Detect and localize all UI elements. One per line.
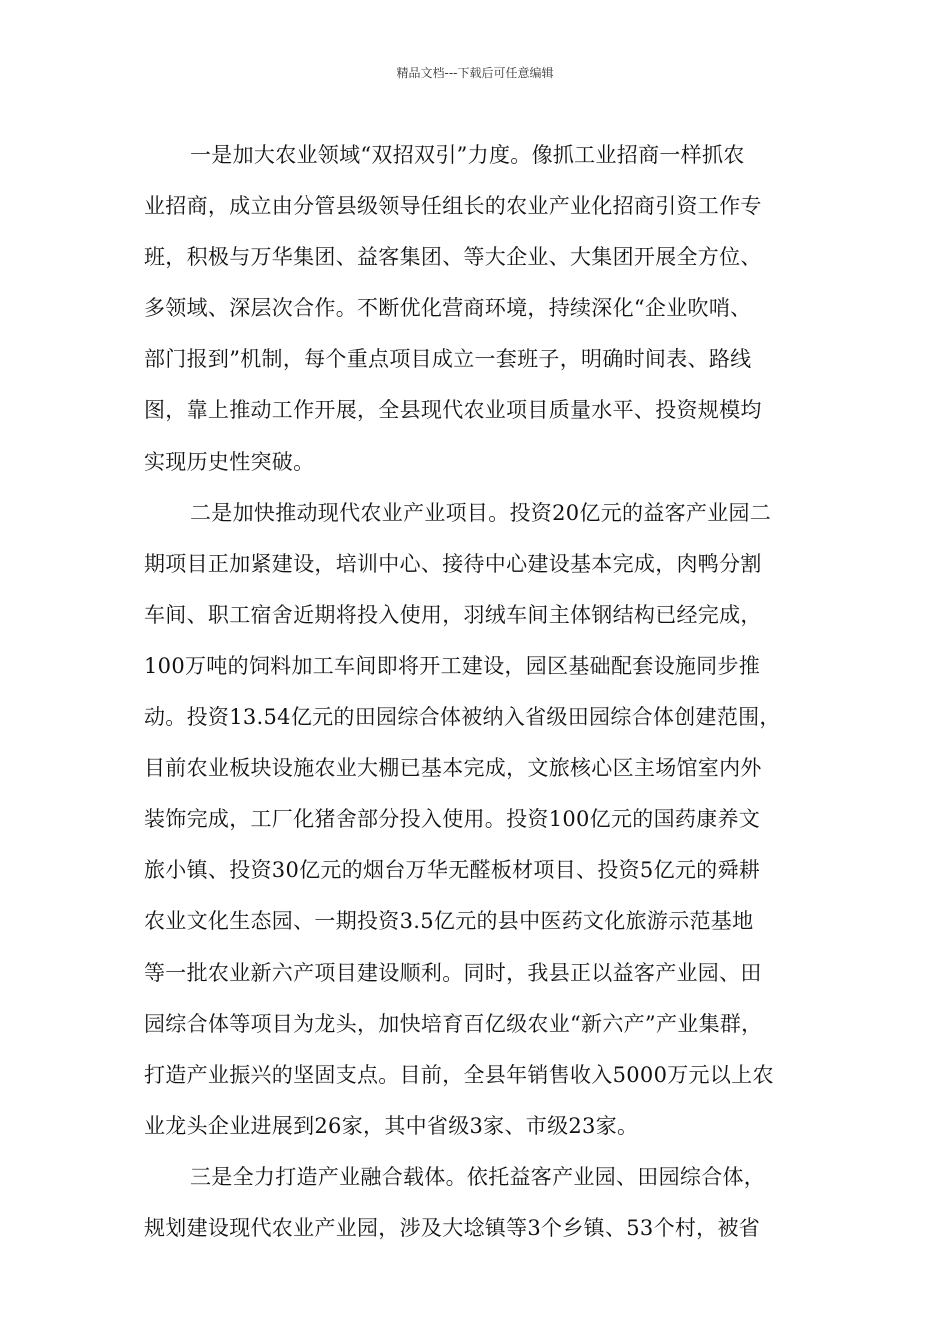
paragraph-line: 目前农业板块设施农业大棚已基本完成，文旅核心区主场馆室内外 [144, 756, 762, 781]
paragraph-line: 业龙头企业进展到26家，其中省级3家、市级23家。 [144, 1113, 639, 1138]
paragraph-line: 业招商，成立由分管县级领导任组长的农业产业化招商引资工作专 [144, 194, 762, 219]
paragraph-line: 二是加快推动现代农业产业项目。投资20亿元的益客产业园二 [190, 500, 772, 525]
paragraph-line: 装饰完成，工厂化猪舍部分投入使用。投资100亿元的国药康养文 [144, 807, 761, 832]
paragraph-line: 打造产业振兴的坚固支点。目前，全县年销售收入5000万元以上农 [144, 1062, 774, 1087]
paragraph-line: 图，靠上推动工作开展，全县现代农业项目质量水平、投资规模均 [144, 398, 762, 423]
paragraph-line: 园综合体等项目为龙头，加快培育百亿级农业“新六产”产业集群， [144, 1011, 763, 1036]
paragraph-line: 动。投资13.54亿元的田园综合体被纳入省级田园综合体创建范围， [144, 705, 781, 730]
paragraph-line: 规划建设现代农业产业园，涉及大埝镇等3个乡镇、53个村，被省 [144, 1215, 761, 1240]
paragraph-line: 100万吨的饲料加工车间即将开工建设，园区基础配套设施同步推 [144, 653, 761, 678]
paragraph-line: 车间、职工宿舍近期将投入使用，羽绒车间主体钢结构已经完成， [144, 602, 762, 627]
paragraph-line: 一是加大农业领域“双招双引”力度。像抓工业招商一样抓农 [190, 143, 745, 167]
page-header: 精品文档---下载后可任意编辑 [396, 66, 554, 80]
paragraph-line: 农业文化生态园、一期投资3.5亿元的县中医药文化旅游示范基地 [144, 909, 754, 934]
paragraph-line: 部门报到”机制，每个重点项目成立一套班子，明确时间表、路线 [144, 347, 752, 372]
paragraph-line: 多领域、深层次合作。不断优化营商环境，持续深化“企业吹哨、 [144, 296, 752, 321]
paragraph-line: 班，积极与万华集团、益客集团、等大企业、大集团开展全方位、 [144, 245, 762, 270]
paragraph-line: 期项目正加紧建设，培训中心、接待中心建设基本完成，肉鸭分割 [144, 551, 762, 576]
paragraph-line: 旅小镇、投资30亿元的烟台万华无醛板材项目、投资5亿元的舜耕 [144, 858, 761, 883]
paragraph-line: 三是全力打造产业融合载体。依托益客产业园、田园综合体， [190, 1164, 766, 1189]
paragraph-line: 等一批农业新六产项目建设顺利。同时，我县正以益客产业园、田 [144, 960, 762, 985]
paragraph-line: 实现历史性突破。 [144, 449, 315, 474]
document-body [144, 130, 814, 1254]
